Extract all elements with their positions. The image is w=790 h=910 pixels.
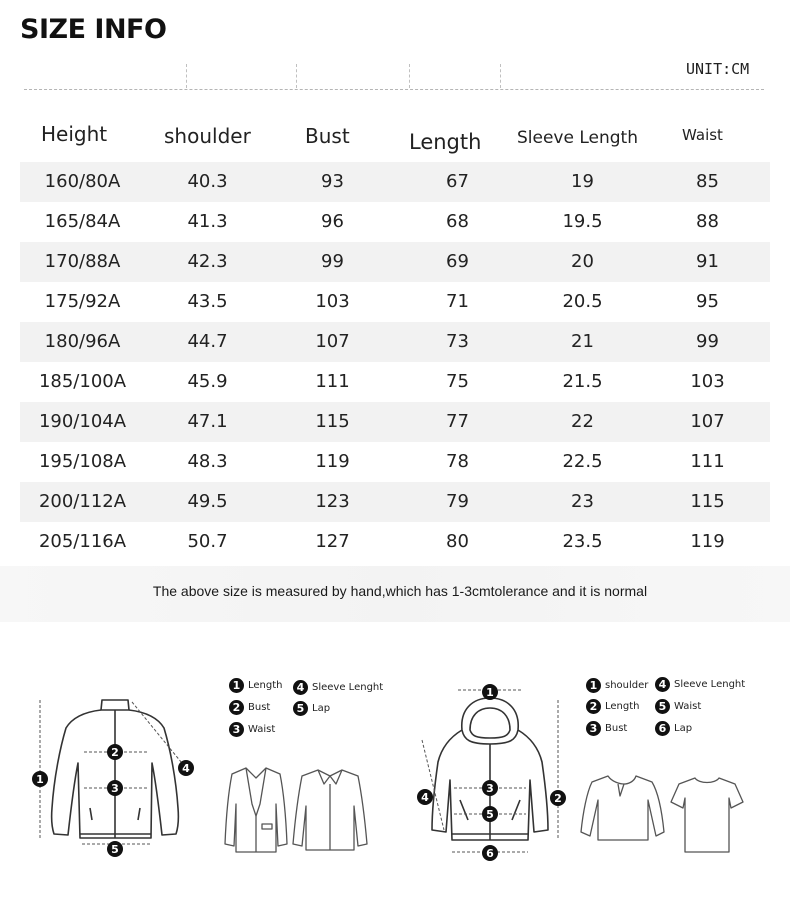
marker-4-label: 4 — [421, 791, 429, 804]
header-waist: Waist — [682, 126, 723, 144]
header-height: Height — [41, 122, 108, 146]
legend-label: Lap — [674, 723, 693, 734]
table-cell: 91 — [696, 251, 719, 272]
marker-1-label: 1 — [486, 686, 494, 699]
divider — [24, 89, 764, 90]
table-cell: 47.1 — [187, 411, 228, 432]
table-cell: 49.5 — [187, 491, 228, 512]
header-length: Length — [409, 130, 482, 154]
marker-badge: 6 — [655, 721, 670, 736]
legend-item — [586, 678, 648, 693]
divider — [409, 64, 410, 88]
legend-label: Sleeve Lenght — [674, 679, 746, 690]
table-cell: 127 — [315, 531, 350, 552]
table-cell: 95 — [696, 291, 719, 312]
table-cell: 41.3 — [187, 211, 228, 232]
table-cell: 115 — [690, 491, 725, 512]
table-cell: 96 — [321, 211, 344, 232]
table-cell: 123 — [315, 491, 350, 512]
table-cell: 119 — [690, 531, 725, 552]
table-cell: 23.5 — [562, 531, 603, 552]
legend-label: Lap — [312, 703, 331, 714]
table-cell: 107 — [315, 331, 350, 352]
marker-badge: 2 — [586, 699, 601, 714]
marker-6-label: 6 — [486, 847, 494, 860]
table-cell: 40.3 — [187, 171, 228, 192]
table-cell: 21.5 — [562, 371, 603, 392]
table-cell: 44.7 — [187, 331, 228, 352]
table-cell: 77 — [446, 411, 469, 432]
legend-item — [293, 680, 383, 695]
table-cell: 195/108A — [38, 451, 127, 472]
legend-label: Waist — [674, 701, 702, 712]
table-cell: 71 — [446, 291, 469, 312]
legend-label: Waist — [248, 724, 276, 735]
legend-label: Sleeve Lenght — [312, 682, 384, 693]
marker-badge: 5 — [293, 701, 308, 716]
legend-label: Bust — [248, 702, 271, 713]
table-row — [20, 522, 770, 562]
unit-label: UNIT:CM — [686, 60, 750, 78]
table-row — [20, 402, 770, 442]
hoodie-diagram — [412, 680, 572, 865]
table-cell: 23 — [571, 491, 594, 512]
marker-badge: 1 — [229, 678, 244, 693]
table-cell: 78 — [446, 451, 469, 472]
header-shoulder: shoulder — [164, 124, 251, 148]
table-cell: 93 — [321, 171, 344, 192]
legend-item — [655, 721, 692, 736]
divider — [296, 64, 297, 88]
table-cell: 190/104A — [38, 411, 127, 432]
legend-label: Length — [248, 680, 283, 691]
header-bust: Bust — [305, 124, 350, 148]
divider — [500, 64, 501, 88]
table-row — [20, 202, 770, 242]
table-cell: 19 — [571, 171, 594, 192]
legend-label: Length — [605, 701, 640, 712]
legend-item — [655, 677, 745, 692]
table-cell: 73 — [446, 331, 469, 352]
table-cell: 170/88A — [44, 251, 121, 272]
page-title: SIZE INFO — [20, 14, 167, 45]
legend-item — [586, 721, 627, 736]
table-cell: 185/100A — [38, 371, 127, 392]
divider — [186, 64, 187, 88]
table-cell: 111 — [690, 451, 725, 472]
marker-3-label: 3 — [486, 782, 494, 795]
marker-badge: 3 — [586, 721, 601, 736]
table-row — [20, 242, 770, 282]
table-row — [20, 322, 770, 362]
marker-5-label: 5 — [111, 843, 119, 856]
legend-label: shoulder — [605, 680, 649, 691]
table-cell: 20.5 — [562, 291, 603, 312]
table-cell: 99 — [696, 331, 719, 352]
table-cell: 111 — [315, 371, 350, 392]
table-cell: 85 — [696, 171, 719, 192]
table-cell: 19.5 — [562, 211, 603, 232]
table-cell: 80 — [446, 531, 469, 552]
table-cell: 175/92A — [44, 291, 121, 312]
table-cell: 200/112A — [38, 491, 127, 512]
marker-badge: 4 — [655, 677, 670, 692]
table-cell: 67 — [446, 171, 469, 192]
table-cell: 22.5 — [562, 451, 603, 472]
table-row — [20, 482, 770, 522]
table-cell: 103 — [690, 371, 725, 392]
table-cell: 20 — [571, 251, 594, 272]
marker-badge: 5 — [655, 699, 670, 714]
table-cell: 115 — [315, 411, 350, 432]
table-cell: 79 — [446, 491, 469, 512]
table-cell: 165/84A — [44, 211, 121, 232]
table-cell: 107 — [690, 411, 725, 432]
marker-5-label: 5 — [486, 808, 494, 821]
table-cell: 48.3 — [187, 451, 228, 472]
legend-item — [229, 700, 270, 715]
table-cell: 43.5 — [187, 291, 228, 312]
table-cell: 68 — [446, 211, 469, 232]
table-cell: 103 — [315, 291, 350, 312]
marker-2-label: 2 — [554, 792, 562, 805]
long-sleeve-tee-icon — [578, 772, 666, 844]
table-cell: 22 — [571, 411, 594, 432]
table-cell: 45.9 — [187, 371, 228, 392]
tshirt-icon — [669, 774, 745, 856]
table-cell: 88 — [696, 211, 719, 232]
table-cell: 69 — [446, 251, 469, 272]
legend-item — [229, 722, 275, 737]
table-cell: 50.7 — [187, 531, 228, 552]
table-cell: 205/116A — [38, 531, 127, 552]
table-cell: 99 — [321, 251, 344, 272]
table-row — [20, 282, 770, 322]
table-row — [20, 442, 770, 482]
table-row — [20, 362, 770, 402]
table-row — [20, 162, 770, 202]
marker-2-label: 2 — [111, 746, 119, 759]
table-cell: 21 — [571, 331, 594, 352]
table-header — [20, 118, 770, 162]
marker-badge: 2 — [229, 700, 244, 715]
size-table — [20, 162, 770, 562]
marker-badge: 4 — [293, 680, 308, 695]
table-cell: 75 — [446, 371, 469, 392]
table-cell: 180/96A — [44, 331, 121, 352]
legend-item — [229, 678, 283, 693]
jacket-diagram — [24, 688, 204, 863]
blazer-icon — [222, 764, 290, 854]
table-cell: 160/80A — [44, 171, 121, 192]
table-cell: 119 — [315, 451, 350, 472]
marker-1-label: 1 — [36, 773, 44, 786]
marker-4-label: 4 — [182, 762, 190, 775]
table-cell: 42.3 — [187, 251, 228, 272]
legend-item — [586, 699, 640, 714]
legend-item — [655, 699, 701, 714]
legend-item — [293, 701, 330, 716]
measurement-note: The above size is measured by hand,which has 1-3cmtolerance and it is normal — [152, 583, 648, 599]
marker-badge: 3 — [229, 722, 244, 737]
shirt-icon — [290, 766, 370, 854]
header-sleeve-length: Sleeve Length — [517, 128, 638, 148]
legend-label: Bust — [605, 723, 628, 734]
marker-3-label: 3 — [111, 782, 119, 795]
marker-badge: 1 — [586, 678, 601, 693]
